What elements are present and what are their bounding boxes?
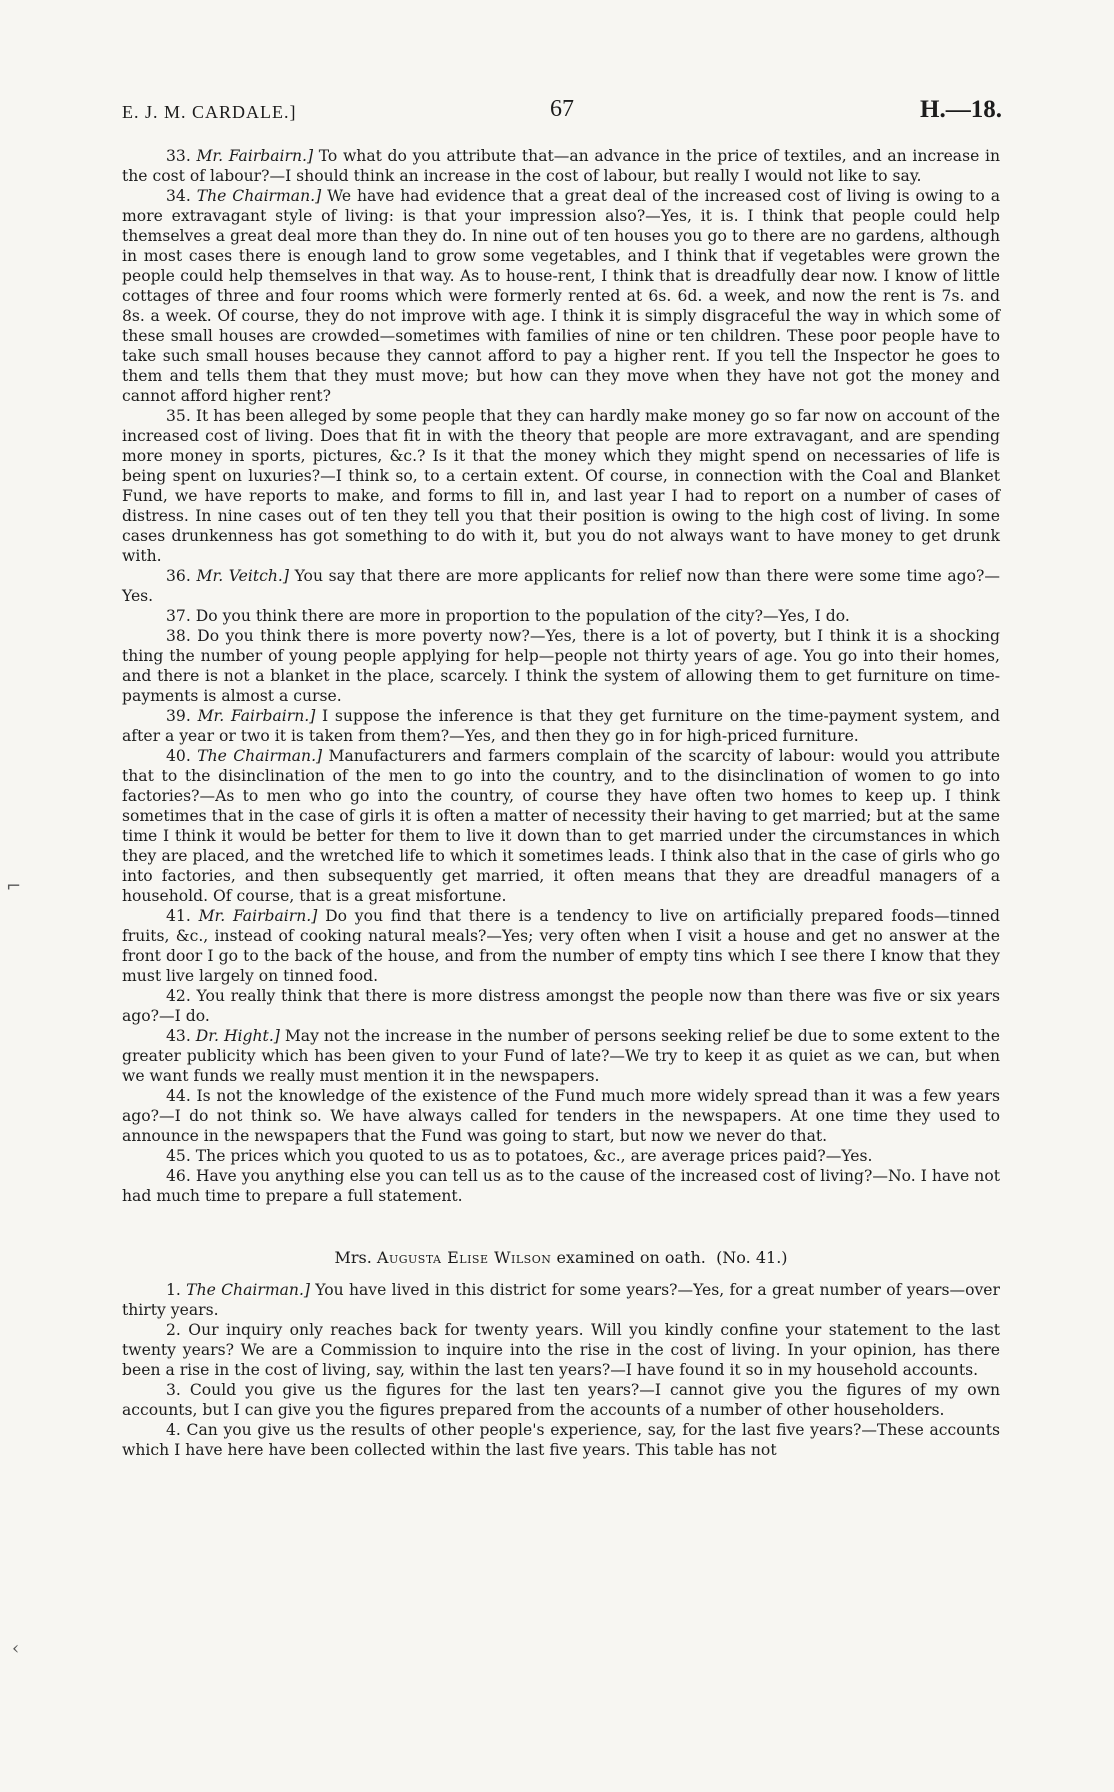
- paragraph-35: 35. It has been alleged by some people that they can hardly make money go so far now on account of the increased cost of living. Does that fit in with the theory that people are more extravagant, and are spending more money in sports, pictures, &c.? Is it that the money which they might spend on necessaries of life is being spent on luxuries?—I think so, to a certain extent. Of course, in connection with the Coal and Blanket Fund, we have reports to make, and forms to fill in, and last year I had to report on a number of cases of distress. In nine cases out of ten they tell you that their position is owing to the high cost of living. In some cases drunkenness has got something to do with it, but you do not always want to have money to get drunk with.: [122, 407, 1000, 565]
- paragraph-43: 43. Dr. Hight.] May not the increase in the number of persons seeking relief be due to some extent to the greater publicity which has been given to your Fund of late?—We try to keep it as quiet as we can, but when we want funds we really must mention it in the newspapers.: [122, 1027, 1000, 1085]
- paragraph-36: 36. Mr. Veitch.] You say that there are more applicants for relief now than there were some time ago?—Yes.: [122, 567, 1000, 605]
- margin-mark-icon: ‹: [12, 1638, 20, 1659]
- witness-number: (No. 41.): [716, 1248, 788, 1267]
- margin-mark-icon: ⌐: [6, 876, 22, 897]
- speaker: Mr. Fairbairn.]: [196, 147, 314, 165]
- header-witness-name: E. J. M. CARDALE.]: [122, 102, 297, 122]
- paragraph-41: 41. Mr. Fairbairn.] Do you find that there is a tendency to live on artificially prepared foods—tinned fruits, &c., instead of cooking natural meals?—Yes; very often when I visit a house and get no answer at the front door I go to the back of the house, and from the number of empty tins which I see there I know that they must live largely on tinned food.: [122, 907, 1000, 985]
- paragraph-37: 37. Do you think there are more in proportion to the population of the city?—Yes, I do.: [166, 607, 850, 625]
- paragraph-34: 34. The Chairman.] We have had evidence that a great deal of the increased cost of living is owing to a more extravagant style of living: is that your impression also?—Yes, it is. I think that people could help themselves a great deal more than they do. In nine out of ten houses you go to there are no gardens, although in most cases there is enough land to grow some vegetables, and I think that if vegetables were grown the people could help themselves in that way. As to house-rent, I think that is dreadfully dear now. I know of little cottages of three and four rooms which were formerly rented at 6s. 6d. a week, and now the rent is 7s. and 8s. a week. Of course, they do not improve with age. I think it is simply disgraceful the way in which some of these small houses are crowded—sometimes with families of nine or ten children. These poor people have to take such small houses because they cannot afford to pay a higher rent. If you tell the Inspector he goes to them and tells them that they must move; but how can they move when they have not got the money and cannot afford higher rent?: [122, 187, 1000, 405]
- speaker: The Chairman.]: [186, 1281, 311, 1299]
- paragraph-b-1: 1. The Chairman.] You have lived in this district for some years?—Yes, for a great number of years—over thirty years.: [122, 1281, 1000, 1319]
- speaker: Mr. Veitch.]: [196, 567, 289, 585]
- body-text: [122, 146, 1000, 1460]
- paragraph-33: 33. Mr. Fairbairn.] To what do you attribute that—an advance in the price of textiles, and an increase in the cost of labour?—I should think an increase in the cost of labour, but really I would not like to say.: [122, 147, 1001, 185]
- speaker: The Chairman.]: [197, 747, 323, 765]
- witness-name: Augusta Elise Wilson: [376, 1248, 552, 1267]
- speaker: Dr. Hight.]: [195, 1027, 280, 1045]
- paragraph-42: 42. You really think that there is more distress amongst the people now than there was five or six years ago?—I do.: [122, 987, 1000, 1025]
- paragraph-b-4: 4. Can you give us the results of other people's experience, say, for the last five years?—These accounts which I have here have been collected within the last five years. This table has not: [122, 1421, 1000, 1459]
- document-reference: H.—18.: [920, 96, 1002, 123]
- page-header: [122, 96, 1002, 126]
- speaker: Mr. Fairbairn.]: [198, 907, 318, 925]
- paragraph-44: 44. Is not the knowledge of the existence of the Fund much more widely spread than it was a few years ago?—I do not think so. We have always called for tenders in the newspapers. At one time they used to announce in the newspapers that the Fund was going to start, but now we never do that.: [122, 1087, 1000, 1145]
- section-heading: Mrs. Augusta Elise Wilson examined on oath. (No. 41.): [334, 1248, 788, 1267]
- paragraph-45: 45. The prices which you quoted to us as to potatoes, &c., are average prices paid?—Yes.: [166, 1147, 873, 1165]
- speaker: Mr. Fairbairn.]: [197, 707, 316, 725]
- paragraph-46: 46. Have you anything else you can tell us as to the cause of the increased cost of living?—No. I have not had much time to prepare a full statement.: [122, 1167, 1000, 1205]
- speaker: The Chairman.]: [196, 187, 322, 205]
- page-number: 67: [550, 96, 574, 122]
- paragraph-b-3: 3. Could you give us the figures for the last ten years?—I cannot give you the figures of my own accounts, but I can give you the figures prepared from the accounts of a number of other householders.: [122, 1381, 1000, 1419]
- paragraph-39: 39. Mr. Fairbairn.] I suppose the inference is that they get furniture on the time-payment system, and after a year or two it is taken from them?—Yes, and then they go in for high-priced furniture.: [122, 707, 1000, 745]
- paragraph-38: 38. Do you think there is more poverty now?—Yes, there is a lot of poverty, but I think it is a shocking thing the number of young people applying for help—people not thirty years of age. You go into their homes, and there is not a blanket in the place, scarcely. I think the system of allowing them to get furniture on time-payments is almost a curse.: [122, 627, 1000, 705]
- paragraph-40: 40. The Chairman.] Manufacturers and farmers complain of the scarcity of labour: would you attribute that to the disinclination of the men to go into the country, and to the disinclination of women to go into factories?—As to men who go into the country, of course they have often two homes to keep up. I think sometimes that in the case of girls it is often a matter of necessity their having to get married; but at the same time I think it would be better for them to live it down than to get married under the circumstances in which they are placed, and the wretched life to which it sometimes leads. I think also that in the case of girls who go into factories, and then subsequently get married, it often means that they are dreadful managers of a household. Of course, that is a great misfortune.: [122, 747, 1000, 905]
- paragraph-b-2: 2. Our inquiry only reaches back for twenty years. Will you kindly confine your statement to the last twenty years? We are a Commission to inquire into the rise in the cost of living. In your opinion, has there been a rise in the cost of living, say, within the last ten years?—I have found it so in my household accounts.: [122, 1321, 1000, 1379]
